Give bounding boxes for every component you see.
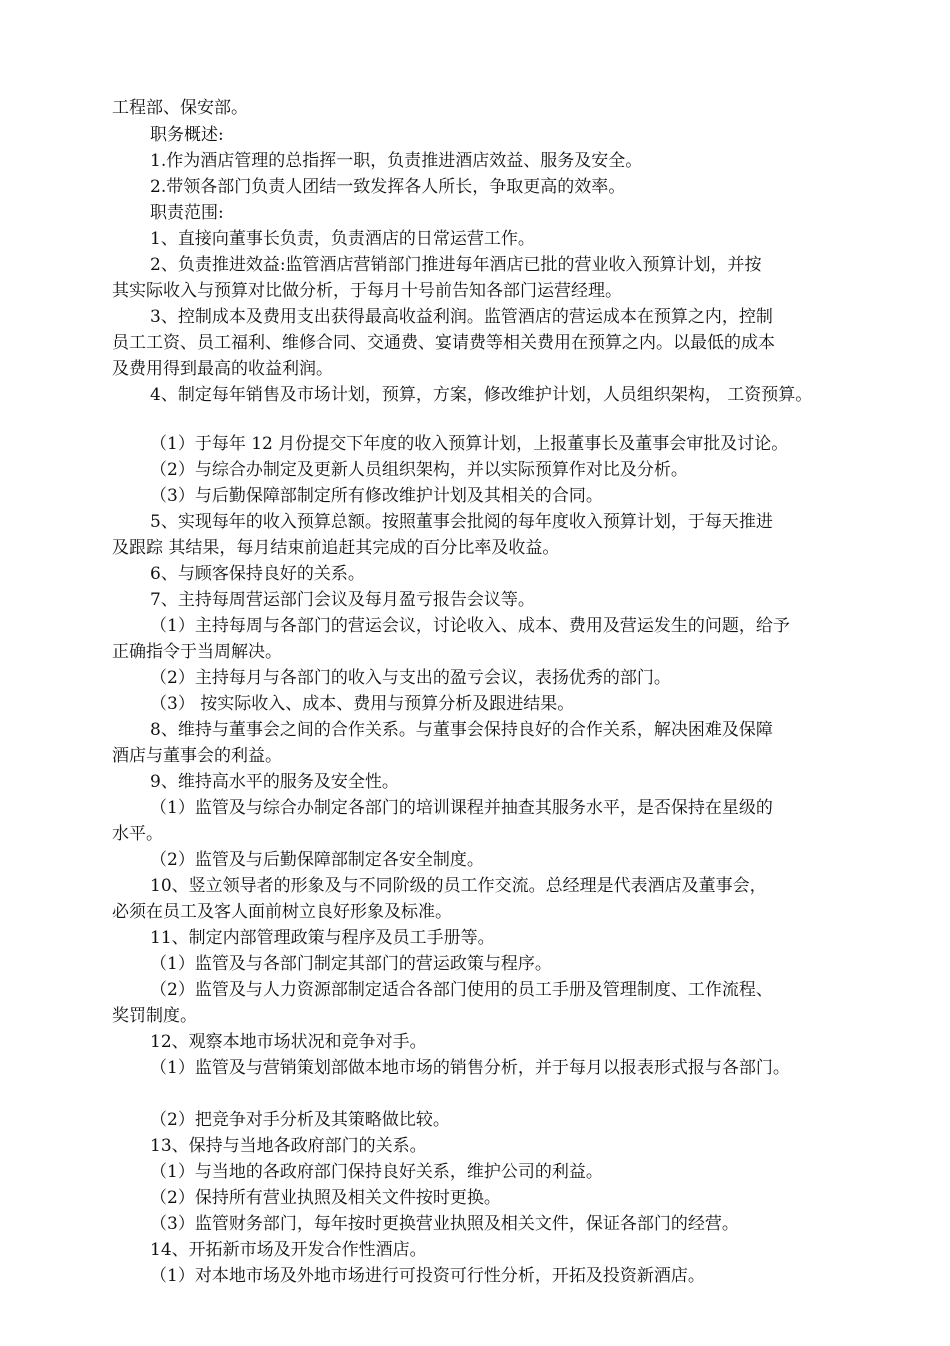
text-line: 2、负责推进效益:监管酒店营销部门推进每年酒店已批的营业收入预算计划，并按 [150, 255, 762, 275]
text-line: 14、开拓新市场及开发合作性酒店。 [150, 1240, 427, 1260]
text-line: 工程部、保安部。 [112, 98, 248, 118]
text-line: 2.带领各部门负责人团结一致发挥各人所长，争取更高的效率。 [150, 177, 626, 197]
text-line: 必须在员工及客人面前树立良好形象及标准。 [112, 902, 452, 922]
text-line: 10、竖立领导者的形象及与不同阶级的员工作交流。总经理是代表酒店及董事会， [150, 876, 767, 896]
text-line: 其实际收入与预算对比做分析，于每月十号前告知各部门运营经理。 [112, 281, 622, 301]
text-line: 水平。 [112, 824, 163, 844]
text-line: （1）监管及与各部门制定其部门的营运政策与程序。 [150, 954, 552, 974]
text-line: （3）与后勤保障部制定所有修改维护计划及其相关的合同。 [150, 486, 603, 506]
text-line: （1）监管及与综合办制定各部门的培训课程并抽查其服务水平，是否保持在星级的 [150, 798, 773, 818]
text-line: （3） 按实际收入、成本、费用与预算分析及跟进结果。 [150, 694, 575, 714]
text-line: （1）监管及与营销策划部做本地市场的销售分析，并于每月以报表形式报与各部门。 [150, 1058, 790, 1078]
text-line: 5、实现每年的收入预算总额。按照董事会批阅的每年度收入预算计划，于每天推进 [150, 512, 773, 532]
section-heading: 职责范围: [150, 203, 224, 223]
text-line: （3）监管财务部门，每年按时更换营业执照及相关文件，保证各部门的经营。 [150, 1214, 739, 1234]
text-line: 6、与顾客保持良好的关系。 [150, 564, 365, 584]
text-line: （1）于每年 12 月份提交下年度的收入预算计划，上报董事长及董事会审批及讨论。 [150, 434, 789, 454]
text-line: 1.作为酒店管理的总指挥一职，负责推进酒店效益、服务及安全。 [150, 151, 643, 171]
text-line: 3、控制成本及费用支出获得最高收益利润。监管酒店的营运成本在预算之内，控制 [150, 307, 773, 327]
text-line: 13、保持与当地各政府部门的关系。 [150, 1136, 427, 1156]
text-line: 及跟踪 其结果，每月结束前追赶其完成的百分比率及收益。 [112, 538, 560, 558]
text-line: 1、直接向董事长负责，负责酒店的日常运营工作。 [150, 229, 535, 249]
text-line: （2）把竞争对手分析及其策略做比较。 [150, 1110, 450, 1130]
text-line: 及费用得到最高的收益利润。 [112, 359, 333, 379]
text-line: 11、制定内部管理政策与程序及员工手册等。 [150, 928, 495, 948]
text-line: （2）主持每月与各部门的收入与支出的盈亏会议，表扬优秀的部门。 [150, 668, 671, 688]
text-line: （2）监管及与后勤保障部制定各安全制度。 [150, 850, 484, 870]
text-line: 4、制定每年销售及市场计划，预算，方案，修改维护计划，人员组织架构， 工资预算。 [150, 385, 813, 405]
text-line: 酒店与董事会的利益。 [112, 746, 282, 766]
text-line: 12、观察本地市场状况和竞争对手。 [150, 1032, 427, 1052]
text-line: （1）主持每周与各部门的营运会议，讨论收入、成本、费用及营运发生的问题，给予 [150, 616, 790, 636]
text-line: 员工工资、员工福利、维修合同、交通费、宴请费等相关费用在预算之内。以最低的成本 [112, 333, 775, 353]
text-line: 奖罚制度。 [112, 1006, 197, 1026]
section-heading: 职务概述: [150, 125, 224, 145]
text-line: 9、维持高水平的服务及安全性。 [150, 772, 399, 792]
text-line: （2）保持所有营业执照及相关文件按时更换。 [150, 1188, 501, 1208]
text-line: （1）与当地的各政府部门保持良好关系，维护公司的利益。 [150, 1162, 603, 1182]
text-line: 7、主持每周营运部门会议及每月盈亏报告会议等。 [150, 590, 535, 610]
text-line: （2）与综合办制定及更新人员组织架构，并以实际预算作对比及分析。 [150, 460, 688, 480]
text-line: 8、维持与董事会之间的合作关系。与董事会保持良好的合作关系，解决困难及保障 [150, 720, 773, 740]
text-line: （1）对本地市场及外地市场进行可投资可行性分析，开拓及投资新酒店。 [150, 1266, 705, 1286]
text-line: 正确指令于当周解决。 [112, 642, 282, 662]
text-line: （2）监管及与人力资源部制定适合各部门使用的员工手册及管理制度、工作流程、 [150, 980, 773, 1000]
